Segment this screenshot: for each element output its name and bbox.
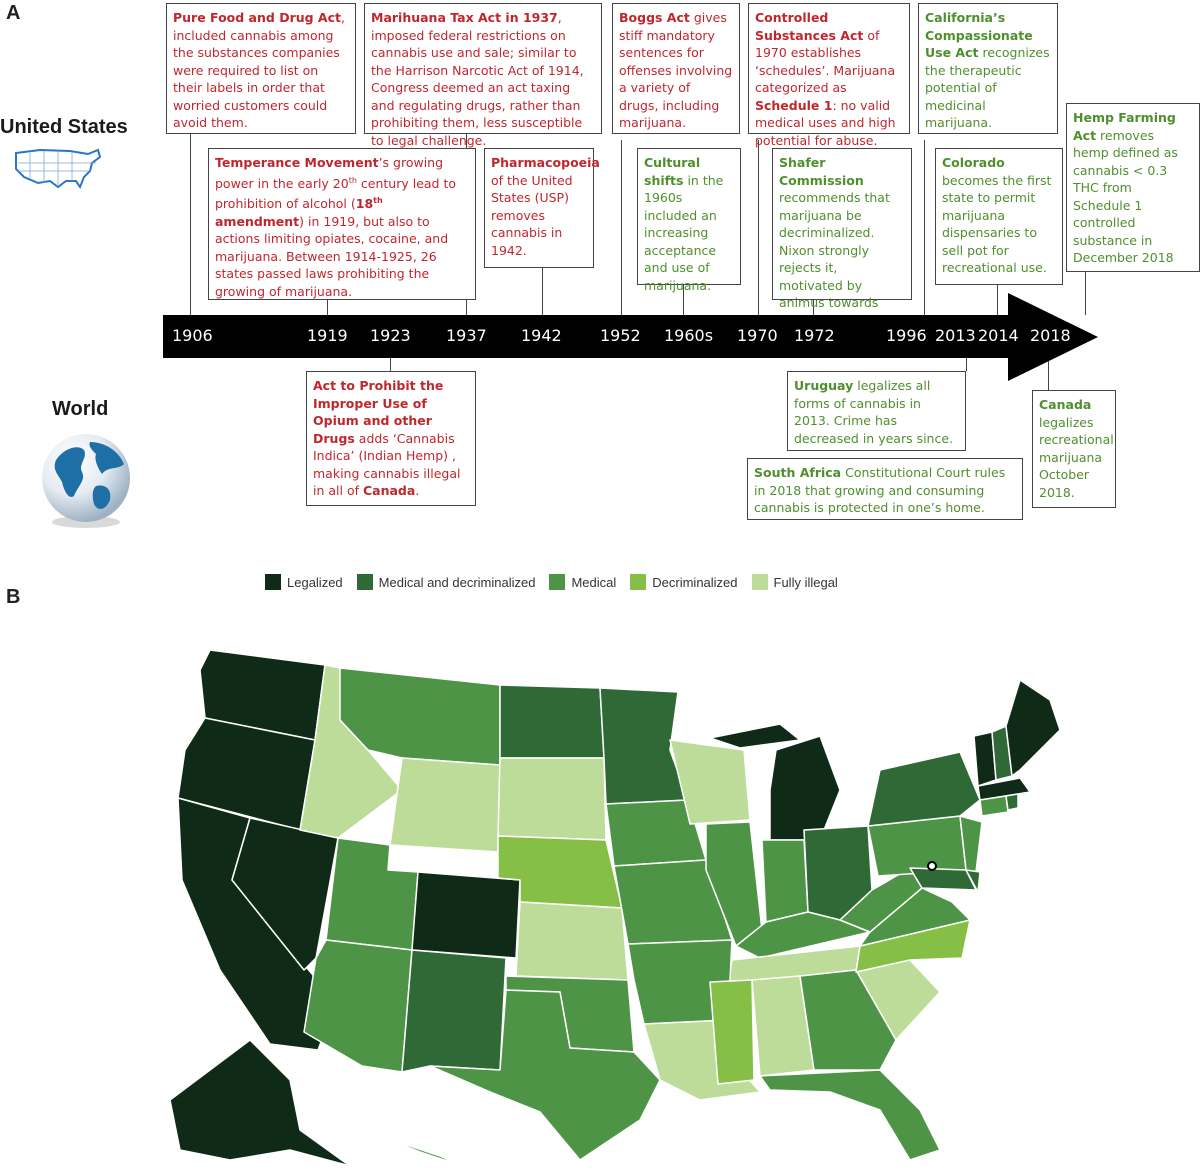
state-indiana [762, 840, 808, 922]
legend-swatch-legalized [265, 574, 281, 590]
region-label-world: World [52, 398, 109, 420]
us-cannabis-map [140, 640, 1190, 1170]
tick-1972: 1972 [794, 326, 835, 345]
tick-1906: 1906 [172, 326, 213, 345]
map-legend [265, 574, 838, 590]
event-boggs-act: Boggs Act gives stiff mandatory sentences for offenses involving a variety of drugs, including marijuana. [612, 3, 740, 134]
tick-1952: 1952 [600, 326, 641, 345]
state-mississippi [710, 980, 754, 1084]
connector-1919 [327, 300, 328, 315]
us-map-icon [10, 145, 104, 193]
event-marihuana-tax-act: Marihuana Tax Act in 1937, imposed federal restrictions on cannabis use and sale; similar to the Harrison Narcotic Act of 1914, Congress deemed an act taxing and regulating drugs, rather than prohibiting them, less susceptible to legal challenge. [364, 3, 602, 134]
state-colorado [412, 872, 520, 958]
event-controlled-substances-act: Controlled Substances Act of 1970 establishes ‘schedules’. Marijuana categorized as Schedule 1: no valid medical uses and high potential for abuse. [748, 3, 910, 134]
legend-item-medical-decriminalized [357, 574, 536, 590]
connector-1906 [190, 134, 191, 315]
globe-icon [38, 430, 134, 530]
legend-swatch-decriminalized [630, 574, 646, 590]
state-north-dakota [500, 685, 604, 758]
legend-label: Medical and decriminalized [378, 574, 536, 590]
tick-1919: 1919 [307, 326, 348, 345]
event-temperance-movement: Temperance Movement’s growing power in the early 20th century lead to prohibition of alcohol (18th amendment) in 1919, but also to actions limiting opiates, cocaine, and marijuana. Between 1914-1925, 26 states passed laws prohibiting the growing of marijuana. [208, 148, 476, 300]
legend-swatch-medical [549, 574, 565, 590]
state-arizona [304, 940, 412, 1072]
event-uruguay: Uruguay legalizes all forms of cannabis in 2013. Crime has decreased in years since. [787, 371, 966, 451]
event-pure-food-drug-act: Pure Food and Drug Act, included cannabis among the substances companies were required to list on their labels in order that worried customers could avoid them. [166, 3, 356, 134]
tick-2013: 2013 [935, 326, 976, 345]
panel-label-b: B [6, 586, 21, 608]
state-utah [326, 838, 418, 950]
state-michigan [770, 736, 840, 840]
legend-label: Decriminalized [652, 574, 738, 590]
state-kansas [516, 902, 628, 980]
legend-item-fully-illegal [752, 574, 838, 590]
tick-1996: 1996 [886, 326, 927, 345]
legend-item-legalized [265, 574, 343, 590]
tick-1942: 1942 [521, 326, 562, 345]
event-opium-act-canada: Act to Prohibit the Improper Use of Opium and other Drugs adds ‘Cannabis Indica’ (Indian Hemp) , making cannabis illegal in all of Canada. [306, 371, 476, 506]
tick-2014: 2014 [978, 326, 1019, 345]
legend-label: Medical [571, 574, 617, 590]
tick-1937: 1937 [446, 326, 487, 345]
state-alaska [170, 1040, 350, 1166]
tick-1923: 1923 [370, 326, 411, 345]
state-wyoming [390, 758, 500, 852]
state-connecticut [980, 796, 1008, 816]
event-pharmacopoeia: Pharmacopoeia of the United States (USP) removes cannabis in 1942. [484, 148, 594, 268]
event-canada: Canada legalizes recreational marijuana October 2018. [1032, 390, 1116, 508]
event-california-compassionate-use-act: California’s Compassionate Use Act recognizes the therapeutic potential of medicinal marijuana. [918, 3, 1058, 134]
state-hawaii [390, 1140, 470, 1170]
state-maine [1006, 680, 1060, 776]
tick-1970: 1970 [737, 326, 778, 345]
legend-label: Fully illegal [773, 574, 838, 590]
state-new-mexico [402, 950, 506, 1072]
connector-1952 [621, 140, 622, 315]
tick-1960s: 1960s [664, 326, 714, 345]
state-michigan-upper [710, 724, 800, 748]
event-cultural-shifts: Cultural shifts in the 1960s included an increasing acceptance and use of marijuana. [637, 148, 741, 285]
event-south-africa: South Africa Constitutional Court rules in 2018 that growing and consuming cannabis is protected in one’s home. [747, 458, 1023, 520]
event-colorado: Colorado becomes the first state to permit marijuana dispensaries to sell pot for recreational use. [935, 148, 1063, 285]
state-south-dakota [498, 758, 606, 840]
legend-label: Legalized [287, 574, 343, 590]
legend-item-medical [549, 574, 616, 590]
connector-2014 [997, 285, 998, 315]
connector-1970 [758, 140, 759, 315]
panel-label-a: A [6, 2, 21, 24]
legend-swatch-medical-decriminalized [357, 574, 373, 590]
event-hemp-farming-act: Hemp Farming Act removes hemp defined as cannabis < 0.3 THC from Schedule 1 controlled substance in December 2018 [1066, 103, 1200, 272]
legend-item-decriminalized [630, 574, 737, 590]
connector-1996 [924, 140, 925, 315]
connector-1942 [542, 268, 543, 315]
event-shafer-commission: Shafer Commission recommends that marijuana be decriminalized. Nixon strongly rejects it, motivated by animus towards [772, 148, 912, 300]
state-rhode-island [1006, 794, 1018, 810]
district-of-columbia-marker [928, 862, 936, 870]
state-new-york [868, 752, 980, 826]
region-label-united-states: United States [0, 116, 128, 138]
legend-swatch-fully-illegal [752, 574, 768, 590]
tick-2018: 2018 [1030, 326, 1071, 345]
state-florida [760, 1070, 940, 1160]
